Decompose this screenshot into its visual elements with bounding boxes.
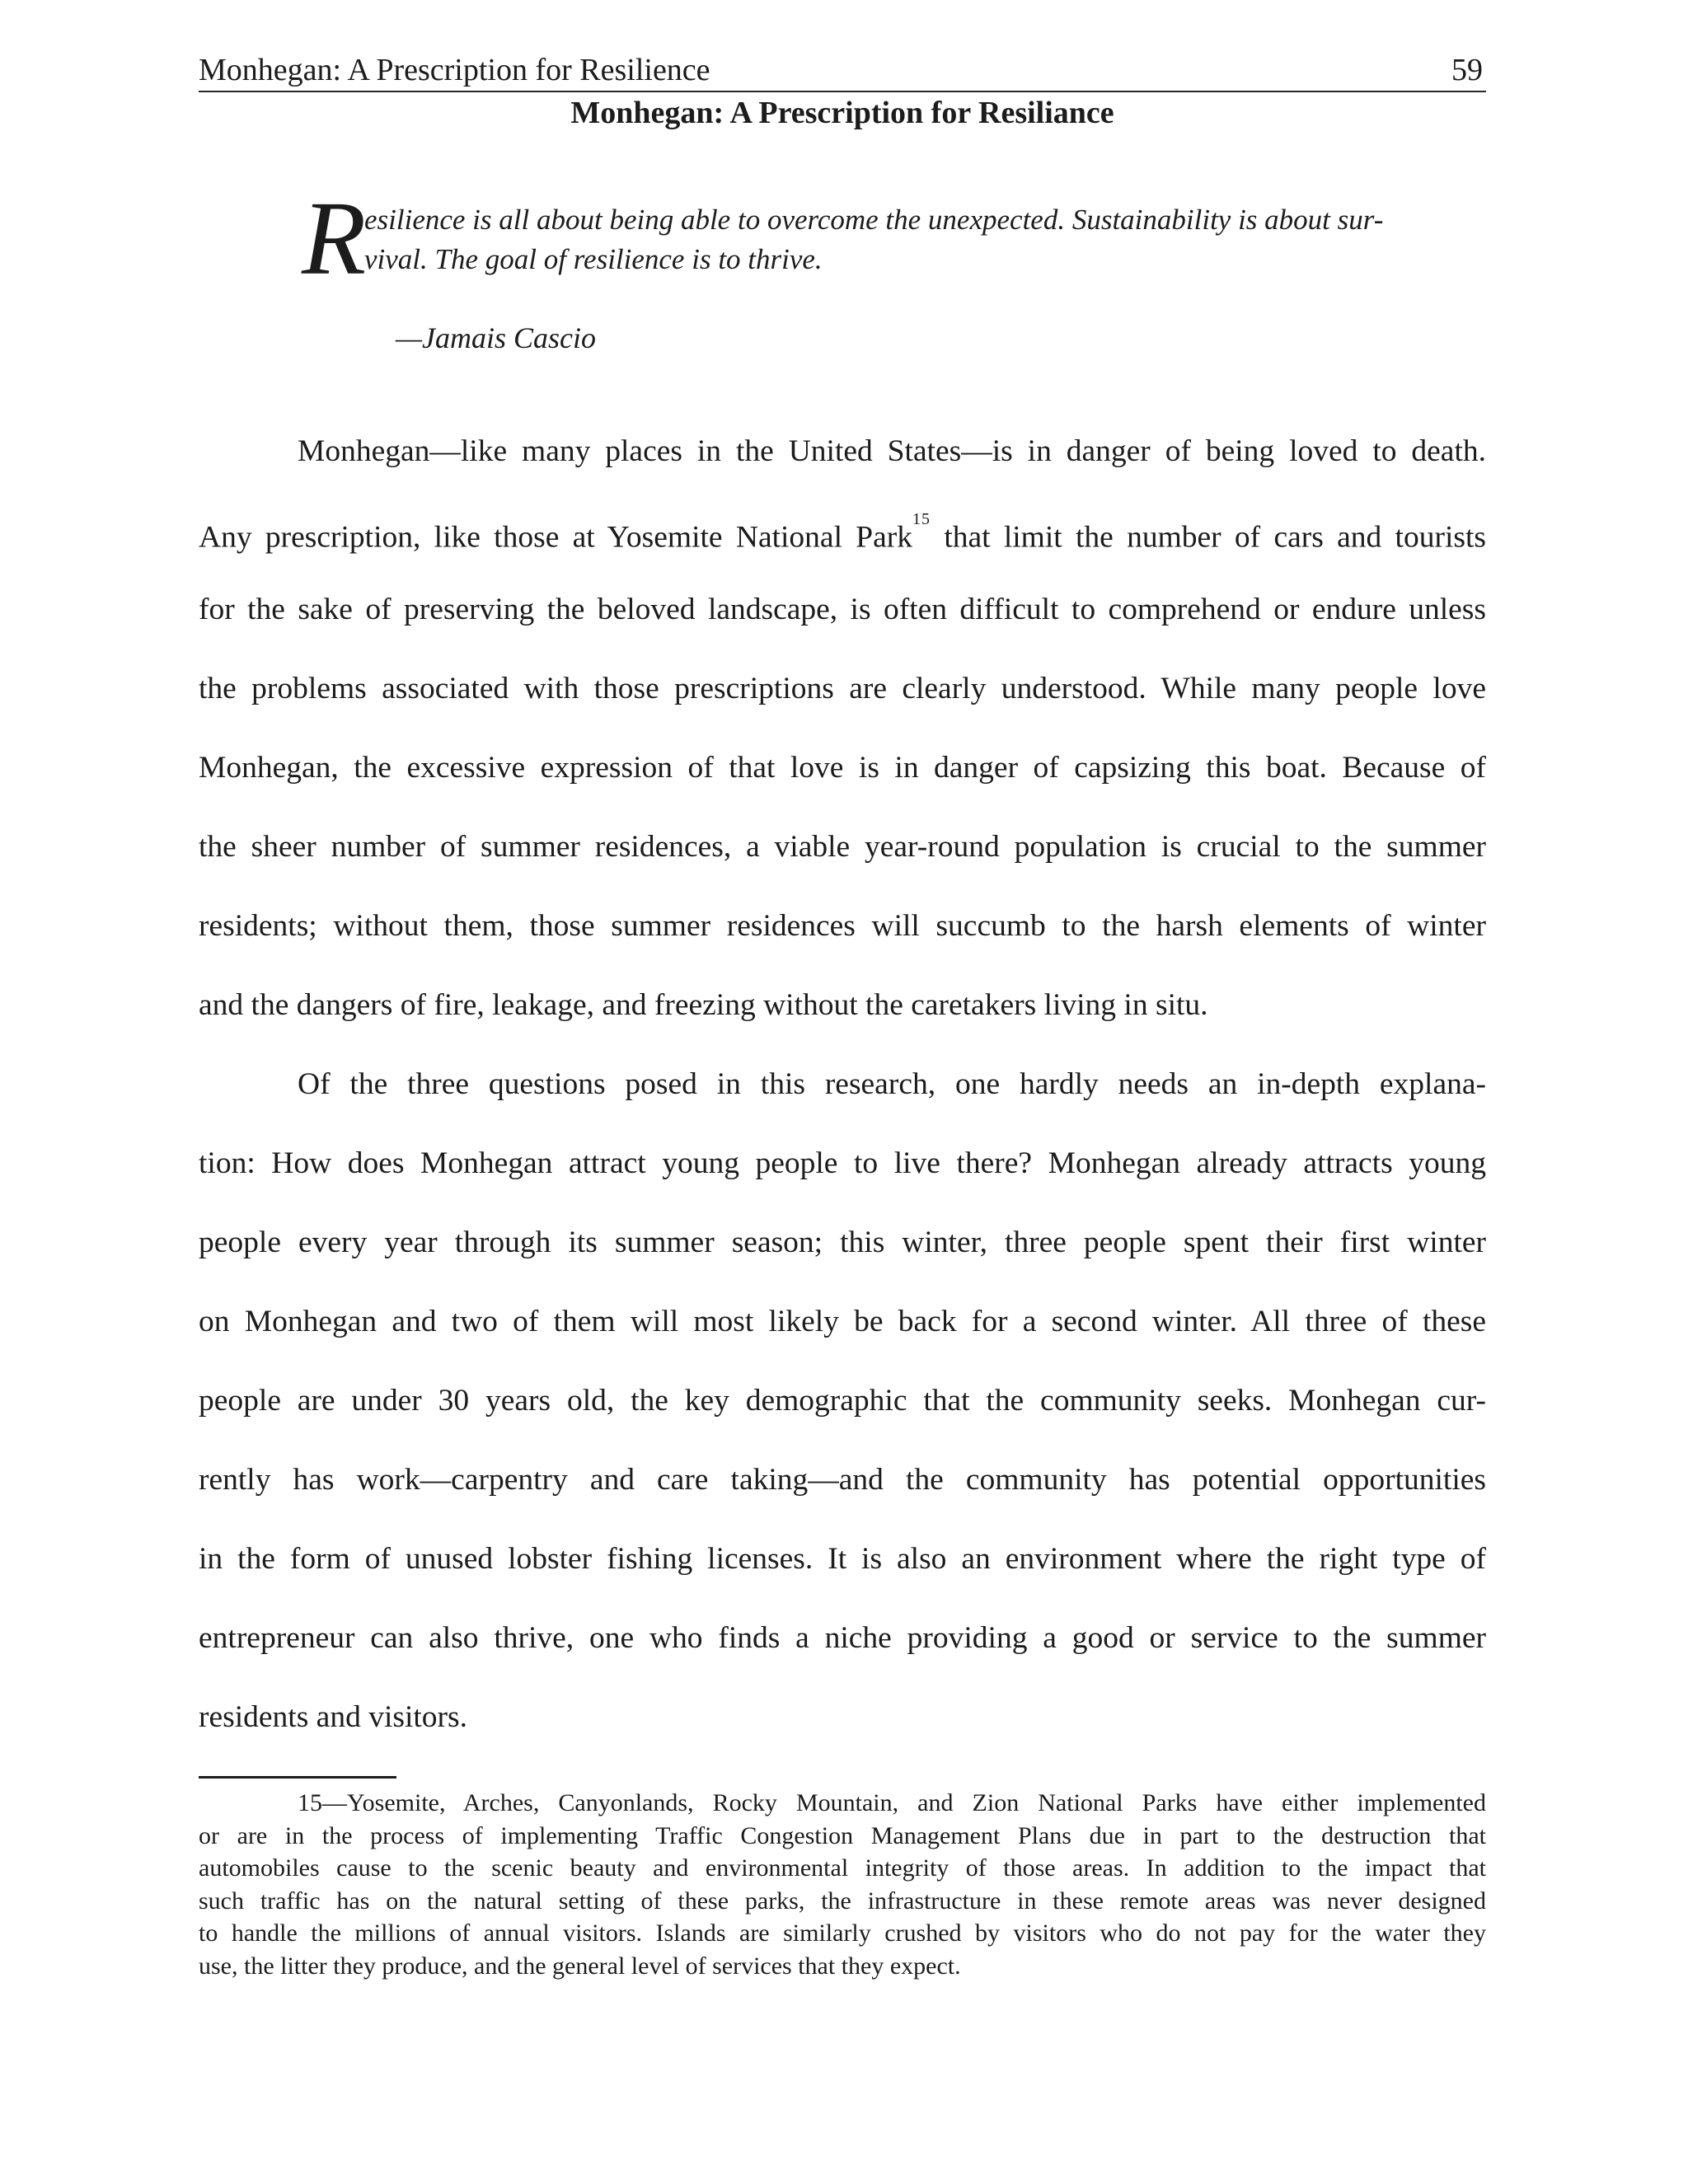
paragraph-line: for the sake of preserving the beloved landscape, is often difficult to comprehend or endure unless: [199, 593, 1486, 626]
footnote-line: 15—Yosemite, Arches, Canyonlands, Rocky Mountain, and Zion National Parks have either implemented: [298, 1789, 1486, 1816]
epigraph: [302, 180, 1456, 361]
running-header-title: Monhegan: A Prescription for Resilience: [199, 53, 710, 87]
paragraph-line: [199, 508, 1486, 587]
paragraph-line: people every year through its summer season; this winter, three people spent their first winter: [199, 1226, 1486, 1259]
epigraph-line: vival. The goal of resilience is to thrive.: [364, 243, 823, 275]
paragraph-line: entrepreneur can also thrive, one who finds a niche providing a good or service to the summer: [199, 1621, 1486, 1655]
paragraph-line: Of the three questions posed in this research, one hardly needs an in-depth explana-: [298, 1067, 1486, 1101]
paragraph-line: the sheer number of summer residences, a viable year-round population is crucial to the summer: [199, 830, 1486, 864]
paragraph-line: people are under 30 years old, the key demographic that the community seeks. Monhegan cur-: [199, 1384, 1486, 1418]
paragraph-line: rently has work—carpentry and care taking—and the community has potential opportunities: [199, 1463, 1486, 1497]
footnote-line: automobiles cause to the scenic beauty and environmental integrity of those areas. In addition to the impact that: [199, 1854, 1486, 1882]
footnote-divider: [199, 1776, 396, 1779]
paragraph-line: the problems associated with those prescriptions are clearly understood. While many people love: [199, 672, 1486, 705]
footnote: [199, 1787, 1486, 1982]
page-number: 59: [1451, 53, 1483, 87]
footnote-line: such traffic has on the natural setting of these parks, the infrastructure in these remote areas was never designed: [199, 1886, 1486, 1915]
paragraph-line-part: that limit the number of cars and tourists: [944, 520, 1486, 555]
footnote-line: to handle the millions of annual visitors. Islands are similarly crushed by visitors who do not pay for the water they: [199, 1919, 1486, 1947]
paragraph-line: and the dangers of fire, leakage, and freezing without the caretakers living in situ.: [199, 988, 1208, 1022]
epigraph-line: esilience is all about being able to overcome the unexpected. Sustainability is about sur-: [364, 204, 1384, 236]
chapter-title: Monhegan: A Prescription for Resiliance: [570, 96, 1114, 130]
epigraph-attribution: —Jamais Cascio: [396, 321, 596, 354]
paragraph-line: tion: How does Monhegan attract young people to live there? Monhegan already attracts young: [199, 1146, 1486, 1180]
footnote-line: use, the litter they produce, and the general level of services that they expect.: [199, 1952, 961, 1980]
running-header: [199, 48, 1486, 92]
body-text: [199, 429, 1486, 1774]
footnote-reference[interactable]: 15: [912, 510, 931, 528]
paragraph-line-part: Any prescription, like those at Yosemite National Park: [199, 520, 913, 555]
paragraph-line: residents and visitors.: [199, 1700, 468, 1734]
paragraph-line: in the form of unused lobster fishing licenses. It is also an environment where the right type of: [199, 1542, 1486, 1576]
epigraph-drop-cap: R: [302, 180, 367, 297]
footnote-line: or are in the process of implementing Traffic Congestion Management Plans due in part to the destruction that: [199, 1821, 1486, 1849]
paragraph-line: Monhegan—like many places in the United States—is in danger of being loved to death.: [298, 434, 1486, 468]
paragraph-line: Monhegan, the excessive expression of that love is in danger of capsizing this boat. Because of: [199, 751, 1486, 785]
paragraph-line: residents; without them, those summer residences will succumb to the harsh elements of winter: [199, 909, 1486, 943]
paragraph-line: on Monhegan and two of them will most likely be back for a second winter. All three of these: [199, 1305, 1486, 1338]
